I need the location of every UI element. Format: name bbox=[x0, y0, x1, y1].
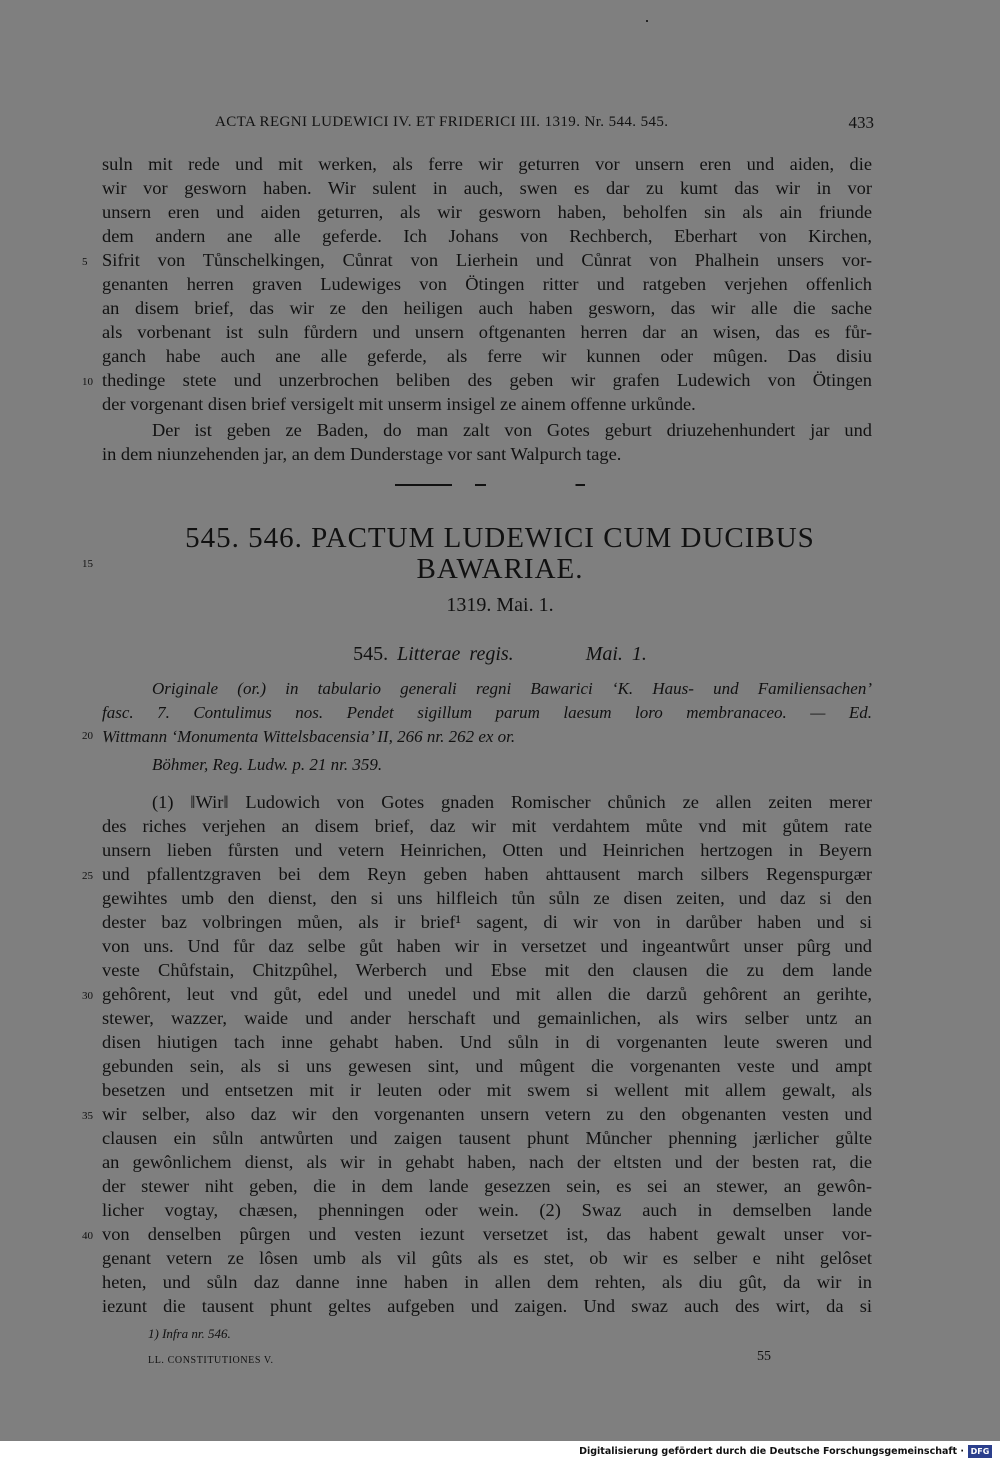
text-line: besetzen und entsetzen mit ir leuten oder mit swem si wellent mit allem gewalt, als bbox=[102, 1080, 872, 1100]
sub-document-date: Mai. 1. bbox=[585, 643, 647, 665]
line-number: 40 bbox=[82, 1230, 93, 1242]
footnote: 1) Infra nr. 546. bbox=[148, 1326, 231, 1341]
text-line: der stewer niht geben, die in dem lande gesezzen sein, es sei an stewer, an gewôn- bbox=[102, 1176, 872, 1196]
text-line: unsern lieben fůrsten und vetern Heinrichen, Otten und Heinrichen hertzogen in Beyern bbox=[102, 840, 872, 860]
text-line: genant vetern ze lôsen umb als vil gûts als es stet, ob wir es selber e niht gelôset bbox=[102, 1248, 872, 1268]
text-line: dester baz volbringen můen, als ir brief¹ sagent, di wir von in darůber haben und si bbox=[102, 912, 872, 932]
document-title: BAWARIAE. bbox=[416, 553, 584, 585]
line-number: 25 bbox=[82, 870, 93, 882]
apparatus-line: Böhmer, Reg. Ludw. p. 21 nr. 359. bbox=[152, 755, 383, 774]
text-line: dem andern ane alle geferde. Ich Johans von Rechberch, Eberhart von Kirchen, bbox=[102, 226, 872, 246]
apparatus-line: Wittmann ‘Monumenta Wittelsbacensia’ II, 266 nr. 262 ex or. bbox=[102, 727, 516, 746]
sub-document-heading bbox=[100, 643, 900, 666]
text-line: des riches verjehen an disem brief, daz wir mit verdahtem můte vnd mit gůtem rate bbox=[102, 816, 872, 836]
sub-document-number: 545. bbox=[353, 643, 389, 665]
text-line: an gewônlichem dienst, als wir in gehabt haben, nach der eltsten und der besten rat, die bbox=[102, 1152, 872, 1172]
text-line: Der ist geben ze Baden, do man zalt von Gotes geburt driuzehenhundert jar und bbox=[152, 420, 872, 440]
document-title: 545. 546. PACTUM LUDEWICI CUM DUCIBUS bbox=[185, 522, 815, 554]
line-number: 15 bbox=[82, 558, 93, 570]
signature-mark: 55 bbox=[757, 1349, 771, 1364]
line-number: 20 bbox=[82, 730, 93, 742]
line-number: 35 bbox=[82, 1110, 93, 1122]
page-number: 433 bbox=[848, 113, 874, 132]
text-line: genanten herren graven Ludewiges von Ötingen ritter und ratgeben verjehen offenlich bbox=[102, 274, 872, 294]
text-line: gehôrent, leut vnd gůt, edel und unedel und mit allen die darzů gehôrent an gerihte, bbox=[102, 984, 872, 1004]
text-line: (1) ‖Wir‖ Ludowich von Gotes gnaden Romischer chůnich ze allen zeiten merer bbox=[152, 792, 872, 812]
text-line: gewihtes umb den dienst, den si uns hilfleich tůn sůln ze disen zeiten, und daz si den bbox=[102, 888, 872, 908]
text-line: disen hiutigen tach inne gehabt haben. Und sůln in di vorgenanten leute sweren und bbox=[102, 1032, 872, 1052]
text-line: wir vor gesworn haben. Wir sulent in auch, swen es dar zu kumt das wir in vor bbox=[102, 178, 872, 198]
section-ornament bbox=[395, 484, 585, 486]
text-line: ganch habe auch ane alle geferde, als ferre wir kunnen oder mûgen. Das disiu bbox=[102, 346, 872, 366]
running-head: ACTA REGNI LUDEWICI IV. ET FRIDERICI III. 1319. Nr. 544. 545. bbox=[215, 114, 669, 130]
line-number: 10 bbox=[82, 376, 93, 388]
line-number: 5 bbox=[82, 256, 88, 268]
apparatus-line: Originale (or.) in tabulario generali regni Bawarici ‘K. Haus- und Familiensachen’ bbox=[152, 679, 872, 698]
line-number: 30 bbox=[82, 990, 93, 1002]
digitization-credit: Digitalisierung gefördert durch die Deutsche Forschungsgemeinschaft · bbox=[579, 1446, 964, 1457]
text-line: suln mit rede und mit werken, als ferre wir geturren vor unsern eren und aiden, die bbox=[102, 154, 872, 174]
text-line: und pfallentzgraven bei dem Reyn geben haben ahttausent march silbers Regenspurgær bbox=[102, 864, 872, 884]
text-line: als vorbenant ist suln fůrdern und unsern oftgenanten herren dar an wisen, das es fůr- bbox=[102, 322, 872, 342]
text-line: der vorgenant disen brief versigelt mit unserm insigel ze ainem offenne urkůnde. bbox=[102, 394, 696, 414]
text-line: Sifrit von Tůnschelkingen, Cůnrat von Lierhein und Cůnrat von Phalhein unsers vor- bbox=[102, 250, 872, 270]
apparatus-line: fasc. 7. Contulimus nos. Pendet sigillum parum laesum loro membranaceo. — Ed. bbox=[102, 703, 872, 722]
text-line: von denselben pûrgen und vesten iezunt versetzet ist, das habent gewalt unser vor- bbox=[102, 1224, 872, 1244]
text-line: heten, und sůln daz danne inne haben in allen dem rehten, als diu gût, da wir in bbox=[102, 1272, 872, 1292]
text-line: clausen ein sůln antwůrten und zaigen tausent phunt Můncher phenning jærlicher gůlte bbox=[102, 1128, 872, 1148]
scan-speck bbox=[646, 20, 648, 22]
text-line: veste Chůfstain, Chitzpûhel, Werberch und Ebse mit den clausen die zu dem lande bbox=[102, 960, 872, 980]
document-date: 1319. Mai. 1. bbox=[446, 594, 554, 616]
text-line: unsern eren und aiden geturren, als wir gesworn haben, beholfen sin als ain friunde bbox=[102, 202, 872, 222]
text-line: licher vogtay, chæsen, phenningen oder wein. (2) Swaz auch in demselben lande bbox=[102, 1200, 872, 1220]
text-line: gebunden sein, als si uns gewesen sint, und mûgent die vorgenanten veste und ampt bbox=[102, 1056, 872, 1076]
series-title: LL. CONSTITUTIONES V. bbox=[148, 1355, 274, 1366]
text-line: in dem niunzehenden jar, an dem Dunderstage vor sant Walpurch tage. bbox=[102, 444, 622, 464]
sub-document-title: Litterae regis. bbox=[397, 643, 514, 665]
text-line: iezunt die tausent phunt geltes aufgeben und zaigen. Und swaz auch des wirt, da si bbox=[102, 1296, 872, 1316]
text-line: thedinge stete und unzerbrochen beliben des geben wir grafen Ludewich von Ötingen bbox=[102, 370, 872, 390]
text-line: an disem brief, das wir ze den heiligen auch haben gesworn, das wir alle die sache bbox=[102, 298, 872, 318]
text-line: stewer, wazzer, waide und ander herschaft und gemainlichen, als wirs selber untz an bbox=[102, 1008, 872, 1028]
dfg-logo: DFG bbox=[968, 1445, 992, 1458]
text-line: wir selber, also daz wir den vorgenanten unsern vetern zu den obgenanten vesten und bbox=[102, 1104, 872, 1124]
text-line: von uns. Und fůr daz selbe gůt haben wir in versetzet und ingeantwůrt unser pûrg und bbox=[102, 936, 872, 956]
